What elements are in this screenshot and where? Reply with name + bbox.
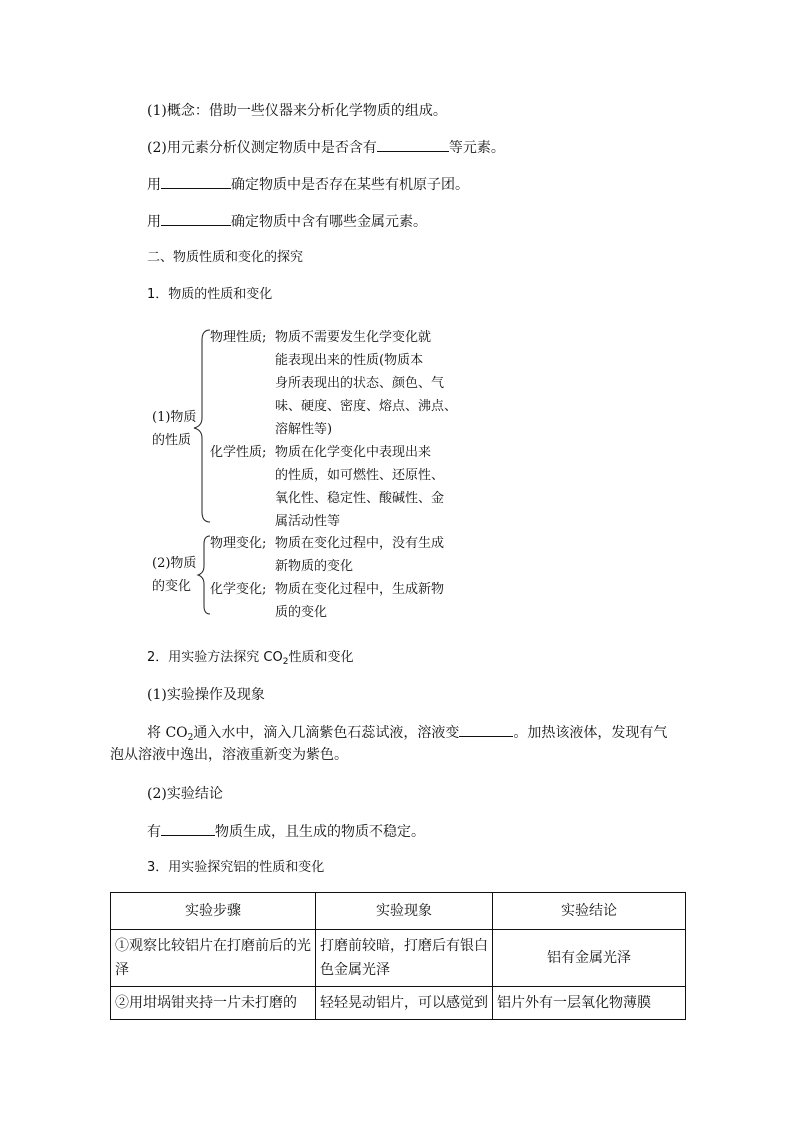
physical-property-desc-5: 溶解性等) [275, 422, 333, 437]
substance-blank[interactable] [161, 821, 215, 836]
chemical-property-desc-1: 物质在化学变化中表现出来 [275, 445, 432, 460]
analyzer-text-post: 等元素。 [448, 140, 505, 156]
table-cell: ②用坩埚钳夹持一片未打磨的 [111, 987, 316, 1020]
column-header-conclusion: 实验结论 [493, 893, 686, 930]
physical-property-desc-2: 能表现出来的性质(物质本 [275, 353, 424, 368]
physical-change-desc-1: 物质在变化过程中，没有生成 [275, 536, 445, 551]
concept-text: (1)概念：借助一些仪器来分析化学物质的组成。 [147, 103, 447, 119]
element-analyzer-line [147, 137, 505, 158]
physical-property-term: 物理性质; [210, 330, 267, 345]
analyzer-text-pre: (2)用元素分析仪测定物质中是否含有 [147, 140, 377, 156]
use1-blank[interactable] [161, 174, 231, 189]
physical-property-desc-1: 物质不需要发生化学变化就 [275, 330, 432, 345]
column-header-phenomena: 实验现象 [316, 893, 493, 930]
aluminum-experiment-table [110, 892, 686, 1020]
color-blank[interactable] [459, 722, 513, 737]
co2-paragraph-line-1: 将 $CO_2$通入水中，滴入几滴紫色石蕊试液，溶液变 。加热该液体，发现有气 [147, 722, 667, 748]
changes-label-1: (2)物质 [152, 556, 197, 571]
table-cell: 打磨前较暗，打磨后有银白色金属光泽 [316, 930, 493, 987]
use2-text-post: 确定物质中含有哪些金属元素。 [231, 214, 427, 230]
analyzer-blank[interactable] [377, 137, 449, 152]
use-line-1 [147, 174, 469, 195]
chemical-property-desc-2: 的性质，如可燃性、还原性、 [275, 468, 445, 483]
properties-label-1: (1)物质 [152, 410, 197, 425]
chemical-property-desc-4: 属活动性等 [275, 514, 341, 529]
concept-line [147, 101, 447, 121]
physical-change-term: 物理变化; [210, 536, 267, 551]
table-row [111, 987, 686, 1020]
chemical-change-desc-1: 物质在变化过程中，生成新物 [275, 582, 445, 597]
chemical-property-term: 化学性质; [210, 445, 267, 460]
chemical-change-term: 化学变化; [210, 582, 267, 597]
table-header-row [111, 893, 686, 930]
physical-change-desc-2: 新物质的变化 [275, 559, 354, 574]
use2-blank[interactable] [161, 211, 231, 226]
table-cell: 轻轻晃动铝片，可以感觉到 [316, 987, 493, 1020]
use-line-2 [147, 211, 427, 232]
table-cell: 铝有金属光泽 [493, 930, 686, 987]
use1-text-post: 确定物质中是否存在某些有机原子团。 [231, 177, 469, 193]
chemical-change-desc-2: 质的变化 [275, 605, 328, 620]
table-row [111, 930, 686, 987]
table-cell: ①观察比较铝片在打磨前后的光泽 [111, 930, 316, 987]
chemical-property-desc-3: 氧化性、稳定性、酸碱性、金 [275, 491, 445, 506]
co2-conclusion-title: (2)实验结论 [147, 786, 223, 802]
brace-changes [198, 536, 210, 614]
subheading-1: 1．物质的性质和变化 [147, 287, 273, 302]
section-heading-2: 二、物质性质和变化的探究 [147, 250, 304, 265]
use2-text-pre: 用 [147, 214, 161, 230]
changes-label-2: 的变化 [152, 579, 192, 594]
property-tree [150, 326, 490, 626]
co2-conclusion-line: 有 物质生成，且生成的物质不稳定。 [147, 821, 425, 842]
physical-property-desc-4: 味、硬度、密度、熔点、沸点、 [275, 399, 458, 414]
column-header-steps: 实验步骤 [111, 893, 316, 930]
subheading-3: 3．用实验探究铝的性质和变化 [147, 860, 325, 875]
physical-property-desc-3: 身所表现出的状态、颜色、气 [275, 376, 445, 391]
co2-operation-title: (1)实验操作及现象 [147, 687, 265, 703]
table-cell: 铝片外有一层氧化物薄膜 [493, 987, 686, 1020]
properties-label-2: 的性质 [152, 433, 192, 448]
co2-paragraph-line-2: 泡从溶液中逸出，溶液重新变为紫色。 [110, 747, 348, 763]
subheading-2: 2．用实验方法探究 $CO_2$性质和变化 [147, 650, 354, 667]
use1-text-pre: 用 [147, 177, 161, 193]
